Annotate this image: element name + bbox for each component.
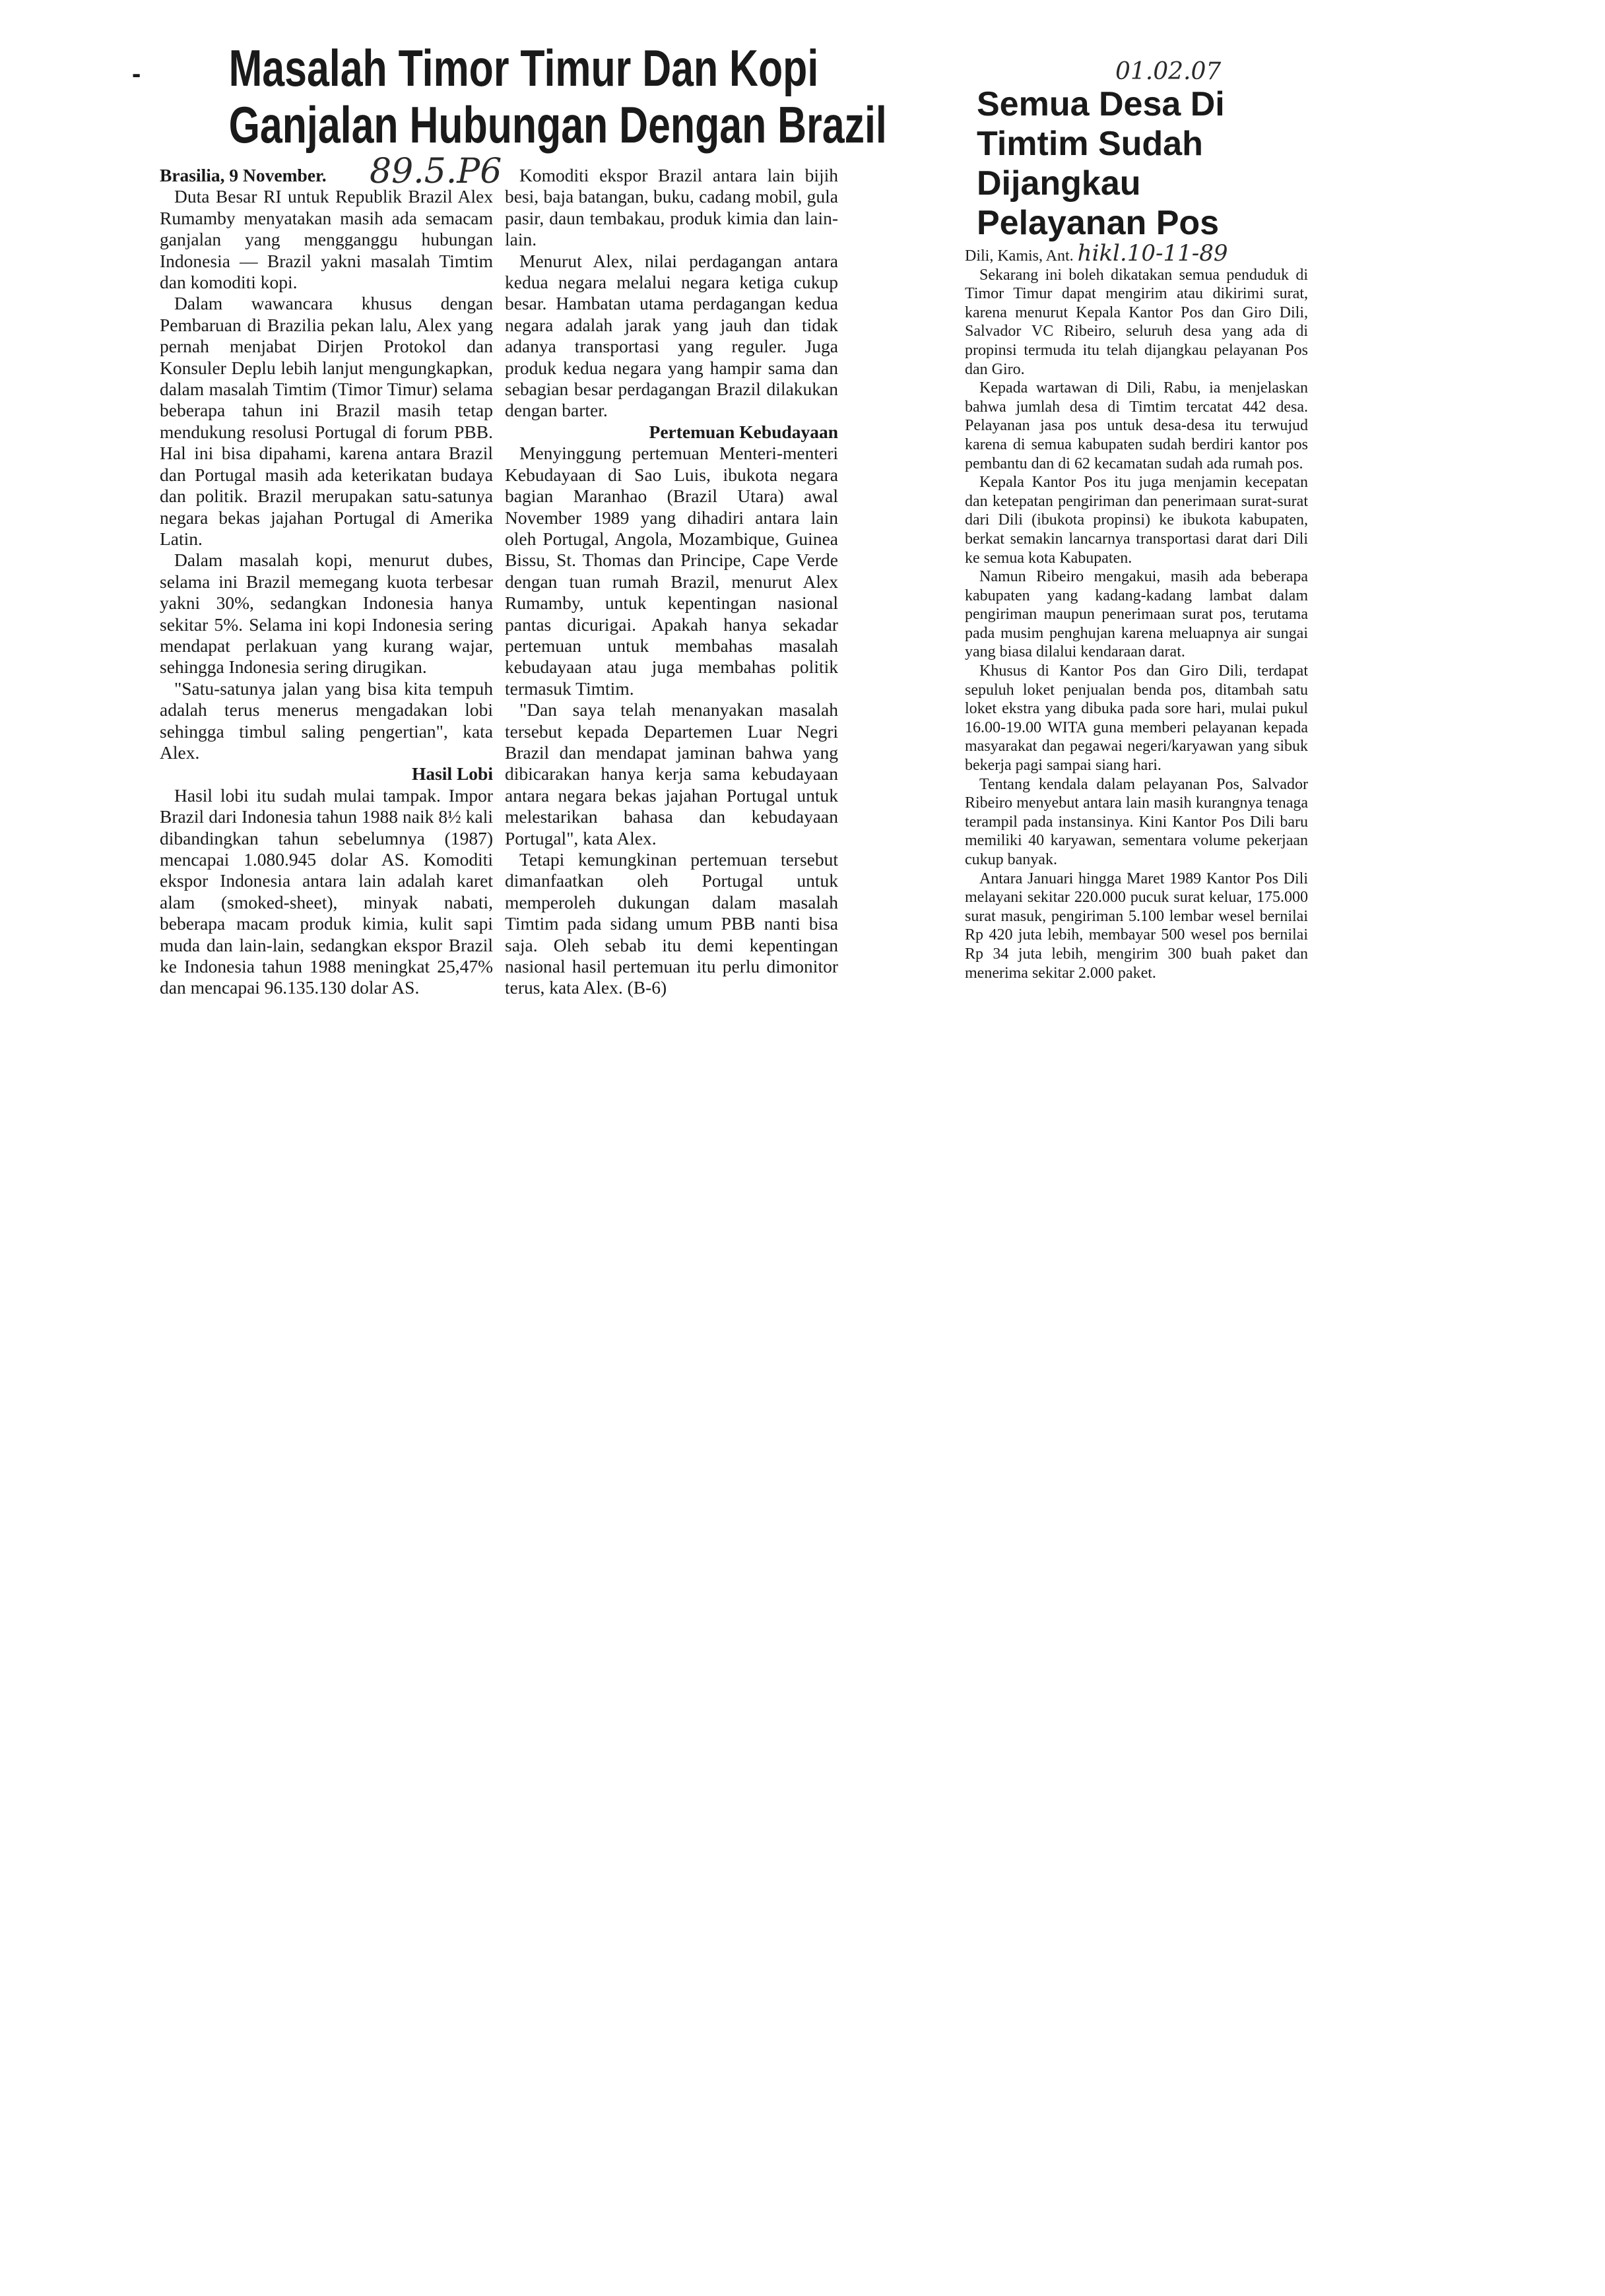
handwritten-date-right: hikl.10-11-89 bbox=[1077, 240, 1228, 267]
right-headline-line-4: Pelayanan Pos bbox=[977, 204, 1220, 242]
paragraph: Duta Besar RI untuk Republik Brazil Alex Rumamby menyatakan masih ada semacam ganjalan yang mengganggu hubungan Indonesia — Brazil yakni masalah Timtim dan komoditi kopi. bbox=[160, 186, 493, 293]
dash-mark: - bbox=[132, 59, 141, 88]
headline-line-1: Masalah Timor Timur Dan Kopi bbox=[228, 39, 819, 97]
right-dateline: Dili, Kamis, Ant. bbox=[965, 247, 1074, 265]
dateline: Brasilia, 9 November. bbox=[160, 165, 327, 185]
subheading-pertemuan-kebudayaan: Pertemuan Kebudayaan bbox=[649, 421, 838, 442]
paragraph: Namun Ribeiro mengakui, masih ada beberapa kabupaten yang kadang-kadang lambat dalam pengiriman maupun penerimaan surat pos, terutama pada musim penghujan karena meluapnya air sungai yang biasa dilalui kendaraan darat. bbox=[965, 568, 1308, 661]
right-headline-line-1: Semua Desa Di bbox=[977, 85, 1225, 123]
paragraph: Dalam wawancara khusus dengan Pembaruan di Brazilia pekan lalu, Alex yang pernah menjabat Dirjen Protokol dan Konsuler Deplu lebih lanjut mengungkapkan, dalam masalah Timtim (Timor Timur) selama beberapa tahun ini Brazil masih tetap mendukung resolusi Portugal di forum PBB. Hal ini bisa dipahami, karena antara Brazil dan Portugal masih ada keterikatan budaya dan politik. Brazil merupakan satu-satunya negara bekas jajahan Portugal di Amerika Latin. bbox=[160, 293, 493, 549]
right-article-body bbox=[965, 240, 1308, 982]
left-column-2 bbox=[505, 165, 838, 999]
subheading-hasil-lobi: Hasil Lobi bbox=[411, 763, 493, 784]
paragraph: Dalam masalah kopi, menurut dubes, selama ini Brazil memegang kuota terbesar yakni 30%, sedangkan Indonesia hanya sekitar 5%. Selama ini kopi Indonesia sering mendapat perlakuan yang kurang wajar, sehingga Indonesia sering dirugikan. bbox=[160, 550, 493, 678]
paragraph: Kepala Kantor Pos itu juga menjamin kecepatan dan ketepatan pengiriman dan penerimaan surat-surat dari Dili (ibukota propinsi) ke ibukota kabupaten, berkat semakin lancarnya transportasi darat dari Dili ke semua kota Kabupaten. bbox=[965, 474, 1308, 567]
headline-line-2: Ganjalan Hubungan Dengan Brazil bbox=[228, 96, 887, 154]
right-headline-line-3: Dijangkau bbox=[977, 164, 1141, 203]
paragraph: "Satu-satunya jalan yang bisa kita tempuh adalah terus menerus mengadakan lobi sehingga timbul saling pengertian", kata Alex. bbox=[160, 678, 493, 763]
paragraph: "Dan saya telah menanyakan masalah tersebut kepada Departemen Luar Negri Brazil dan mendapat jaminan bahwa yang dibicarakan hanya kerja sama kebudayaan antara negara bekas jajahan Portugal untuk melestarikan bahasa dan kebudayaan Portugal", kata Alex. bbox=[505, 699, 838, 848]
left-clipping bbox=[132, 39, 887, 1333]
right-headline-line-2: Timtim Sudah bbox=[977, 125, 1203, 163]
paragraph: Hasil lobi itu sudah mulai tampak. Impor Brazil dari Indonesia tahun 1988 naik 8½ kali dibandingkan tahun sebelumnya (1987) mencapai 1.080.945 dolar AS. Komoditi ekspor Indonesia antara lain adalah karet alam (smoked-sheet), minyak nabati, beberapa macam produk kimia, kulit sapi muda dan lain-lain, sedangkan ekspor Brazil ke Indonesia tahun 1988 meningkat 25,47% dan mencapai 96.135.130 dolar AS. bbox=[160, 784, 493, 998]
paragraph: Kepada wartawan di Dili, Rabu, ia menjelaskan bahwa jumlah desa di Timtim tercatat 442 desa. Pelayanan jasa pos untuk desa-desa itu terwujud karena di semua kabupaten sudah berdiri kantor pos pembantu dan di 62 kecamatan sudah ada rumah pos. bbox=[965, 379, 1308, 472]
paragraph: Komoditi ekspor Brazil antara lain bijih besi, baja batangan, buku, cadang mobil, gula pasir, daun tembakau, produk kimia dan lain-lain. bbox=[505, 165, 838, 250]
paragraph: Khusus di Kantor Pos dan Giro Dili, terdapat sepuluh loket penjualan benda pos, ditambah satu loket ekstra yang dibuka pada sore hari, mulai pukul 16.00-19.00 WITA guna memberi pelayanan kepada masyarakat dan pegawai negeri/karyawan yang sibuk bekerja pagi sampai siang hari. bbox=[965, 662, 1308, 775]
paragraph: Antara Januari hingga Maret 1989 Kantor Pos Dili melayani sekitar 220.000 pucuk surat keluar, 175.000 surat masuk, pengiriman 5.100 lembar wesel bernilai Rp 420 juta lebih, membayar 500 wesel pos bernilai Rp 34 juta lebih, mengirim 300 buah paket dan menerima sekitar 2.000 paket. bbox=[965, 870, 1308, 982]
handwritten-date-left: 89.5.P6 bbox=[370, 152, 502, 191]
paragraph: Tentang kendala dalam pelayanan Pos, Salvador Ribeiro menyebut antara lain masih kurangnya tenaga terampil pada instansinya. Kini Kantor Pos Dili baru memiliki 40 karyawan, sementara volume pekerjaan cukup banyak. bbox=[965, 775, 1308, 868]
paragraph: Tetapi kemungkinan pertemuan tersebut dimanfaatkan oleh Portugal untuk memperoleh dukungan dalam masalah Timtim pada sidang umum PBB nanti bisa saja. Oleh sebab itu demi kepentingan nasional hasil pertemuan itu perlu dimonitor terus, kata Alex. (B-6) bbox=[505, 849, 838, 998]
paragraph: Menurut Alex, nilai perdagangan antara kedua negara melalui negara ketiga cukup besar. Hambatan utama perdagangan kedua negara adalah jarak yang jauh dan tidak adanya transportasi yang reguler. Juga produk kedua negara yang hampir sama dan sebagian besar perdagangan Brazil dilakukan dengan barter. bbox=[505, 250, 838, 421]
paragraph: Sekarang ini boleh dikatakan semua penduduk di Timor Timur dapat mengirim atau dikirimi surat, karena menurut Kepala Kantor Pos dan Giro Dili, Salvador VC Ribeiro, seluruh desa yang ada di propinsi termuda itu telah dijangkau pelayanan Pos dan Giro. bbox=[965, 266, 1308, 378]
left-column-1 bbox=[160, 165, 493, 999]
handwritten-date-top-right: 01.02.07 bbox=[1115, 58, 1222, 85]
paragraph: Menyinggung pertemuan Menteri-menteri Kebudayaan di Sao Luis, ibukota negara bagian Maranhao (Brazil Utara) awal November 1989 yang dihadiri antara lain oleh Portugal, Angola, Mozambique, Guinea Bissu, St. Thomas dan Principe, Cape Verde dengan tuan rumah Brazil, menurut Alex Rumamby, untuk kepentingan nasional pantas dicurigai. Apakah hanya sekadar pertemuan untuk membahas masalah kebudayaan atau juga membahas politik termasuk Timtim. bbox=[505, 443, 838, 699]
